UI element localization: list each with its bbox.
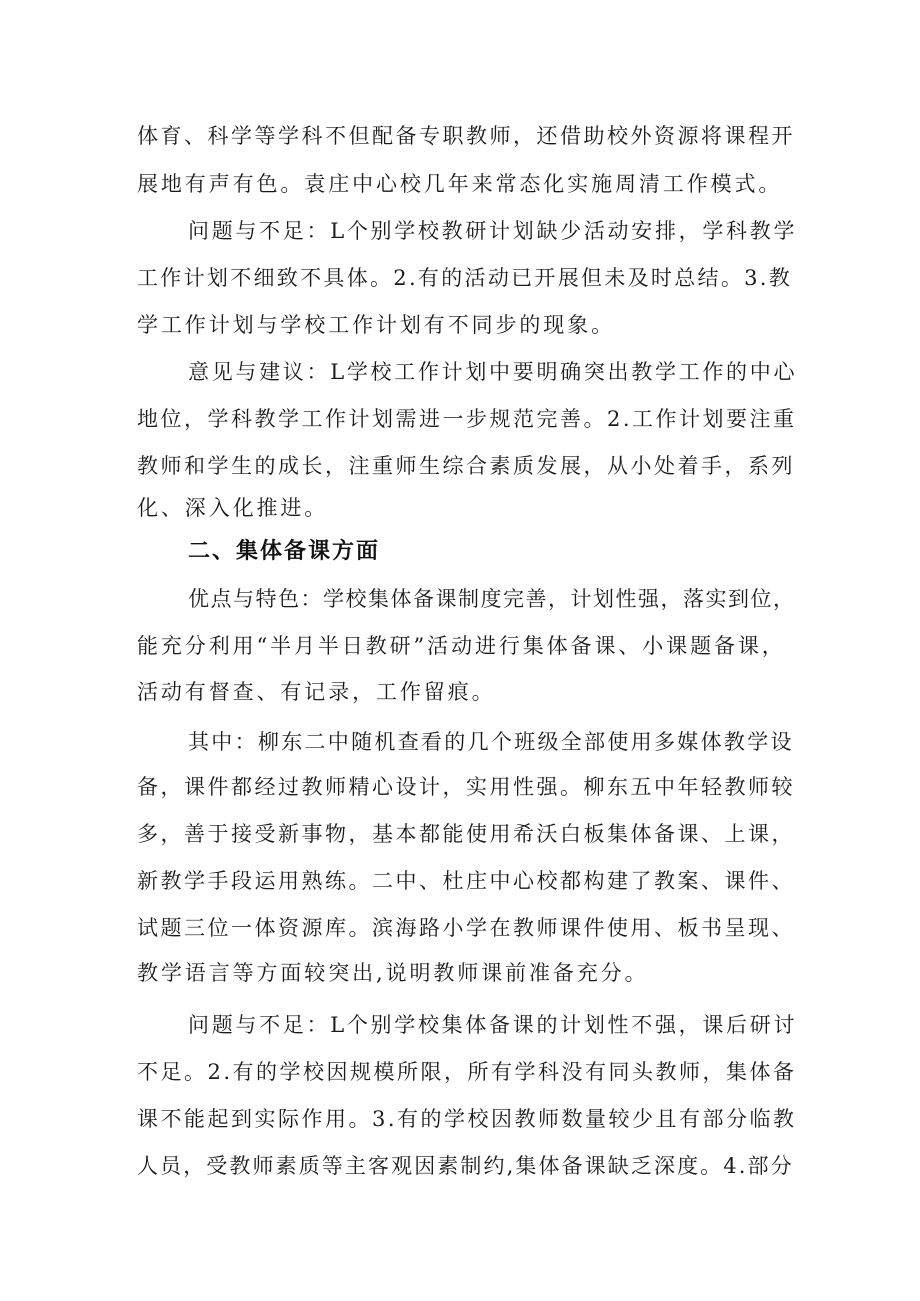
paragraph-line: 活动有督查、有记录，工作留痕。 (137, 680, 496, 704)
paragraph-line: 工作计划不细致不具体。2.有的活动已开展但未及时总结。3.教 (137, 266, 793, 290)
paragraph-line: 其中：柳东二中随机查看的几个班级全部使用多媒体教学设 (188, 730, 794, 754)
paragraph-line: 多，善于接受新事物，基本都能使用希沃白板集体备课、上课， (137, 822, 795, 846)
paragraph-line: 优点与特色：学校集体备课制度完善，计划性强，落实到位， (188, 587, 796, 611)
paragraph-line: 备，课件都经过教师精心设计，实用性强。柳东五中年轻教师较 (137, 775, 795, 799)
paragraph-line: 学工作计划与学校工作计划有不同步的现象。 (137, 313, 615, 337)
paragraph-line: 试题三位一体资源库。滨海路小学在教师课件使用、板书呈现、 (137, 916, 795, 940)
paragraph-line: 不足。2.有的学校因规模所限，所有学科没有同头教师，集体备 (137, 1060, 797, 1084)
paragraph-line: 能充分利用“半月半日教研”活动进行集体备课、小课题备课， (137, 634, 786, 658)
paragraph-line: 展地有声有色。袁庄中心校几年来常态化实施周清工作模式。 (137, 172, 783, 196)
paragraph-line: 课不能起到实际作用。3.有的学校因教师数量较少且有部分临教 (137, 1107, 797, 1131)
paragraph-line: 地位，学科教学工作计划需进一步规范完善。2.工作计划要注重 (137, 407, 797, 431)
paragraph-line: 化、深入化推进。 (137, 496, 329, 520)
section-heading: 二、集体备课方面 (188, 539, 381, 564)
paragraph-line: 体育、科学等学科不但配备专职教师，还借助校外资源将课程开 (137, 124, 795, 148)
paragraph-line: 教师和学生的成长，注重师生综合素质发展，从小处着手，系列 (137, 454, 795, 478)
paragraph-line: 意见与建议：L学校工作计划中要明确突出教学工作的中心 (188, 360, 798, 384)
paragraph-line: 新教学手段运用熟练。二中、杜庄中心校都构建了教案、课件、 (137, 869, 795, 893)
paragraph-line: 教学语言等方面较突出,说明教师课前准备充分。 (137, 961, 649, 985)
paragraph-line: 问题与不足：L个别学校教研计划缺少活动安排，学科教学 (188, 219, 798, 243)
paragraph-line: 人员，受教师素质等主客观因素制约,集体备课缺乏深度。4.部分 (137, 1154, 794, 1178)
paragraph-line: 问题与不足：L个别学校集体备课的计划性不强，课后研讨 (188, 1013, 798, 1037)
